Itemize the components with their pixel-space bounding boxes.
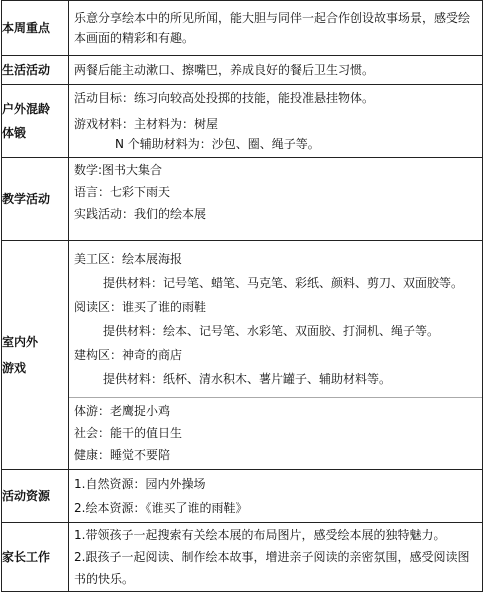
outdoor-content (69, 85, 483, 158)
label-games-line2: 游戏 (2, 361, 27, 375)
games-reading-materials: 提供材料：绘本、记号笔、水彩笔、双面胶、打洞机、绳子等。 (103, 324, 440, 338)
focus-text: 乐意分享绘本中的所见所闻，能大胆与同伴一起合作创设故事场景，感受绘本画面的精彩和有趣。 (69, 1, 483, 56)
row-focus (2, 1, 483, 56)
games-content (69, 241, 483, 470)
games-health: 健康：睡觉不要陪 (74, 448, 171, 462)
games-area-art: 美工区：绘本展海报 (74, 252, 183, 266)
teaching-content (69, 158, 483, 241)
resources-content (69, 470, 483, 523)
games-area-building: 建构区：神奇的商店 (74, 348, 183, 362)
label-outdoor-line1: 户外混龄 (2, 102, 51, 116)
games-area-reading: 阅读区：谁买了谁的雨鞋 (74, 300, 207, 314)
label-games (2, 241, 69, 470)
resources-nature: 1.自然资源：园内外操场 (74, 477, 206, 491)
label-outdoor-line2: 体锻 (2, 126, 27, 140)
games-pe: 体游：老鹰捉小鸡 (74, 404, 171, 418)
games-other (69, 397, 482, 469)
games-building-materials: 提供材料：纸杯、清水积木、薯片罐子、辅助材料等。 (103, 372, 392, 386)
row-life (2, 56, 483, 85)
label-outdoor (2, 85, 69, 158)
label-resources: 活动资源 (2, 470, 69, 523)
label-teaching: 教学活动 (2, 158, 69, 241)
parents-content (69, 523, 483, 592)
teaching-line: 数学:图书大集合 (74, 163, 163, 177)
teaching-line: 语言：七彩下雨天 (74, 185, 171, 199)
label-games-line1: 室内外 (2, 335, 39, 349)
row-outdoor (2, 85, 483, 158)
row-resources (2, 470, 483, 523)
outdoor-material-aux: N 个辅助材料为：沙包、圈、绳子等。 (115, 137, 320, 151)
life-text: 两餐后能主动漱口、擦嘴巴，养成良好的餐后卫生习惯。 (69, 56, 483, 85)
label-life: 生活活动 (2, 56, 69, 85)
resources-book: 2.绘本资源：《谁买了谁的雨鞋》 (74, 501, 248, 515)
teaching-line: 实践活动：我们的绘本展 (74, 207, 207, 221)
label-parents: 家长工作 (2, 523, 69, 592)
label-focus: 本周重点 (2, 1, 69, 56)
outdoor-material-main: 游戏材料：主材料为：树屋 (74, 117, 219, 131)
games-art-materials: 提供材料：记号笔、蜡笔、马克笔、彩纸、颜料、剪刀、双面胶等。 (103, 276, 464, 290)
games-social: 社会：能干的值日生 (74, 426, 183, 440)
weekly-plan-table (1, 0, 483, 592)
outdoor-goal: 活动目标：练习向较高处投掷的技能，能投准悬挂物体。 (74, 91, 375, 105)
parents-task-2: 2.跟孩子一起阅读、制作绘本故事，增进亲子阅读的亲密氛围，感受阅读图书的快乐。 (74, 550, 470, 586)
row-games (2, 241, 483, 470)
parents-task-1: 1.带领孩子一起搜索有关绘本展的布局图片，感受绘本展的独特魅力。 (74, 528, 446, 542)
games-areas (69, 241, 482, 397)
row-teaching (2, 158, 483, 241)
row-parents (2, 523, 483, 592)
